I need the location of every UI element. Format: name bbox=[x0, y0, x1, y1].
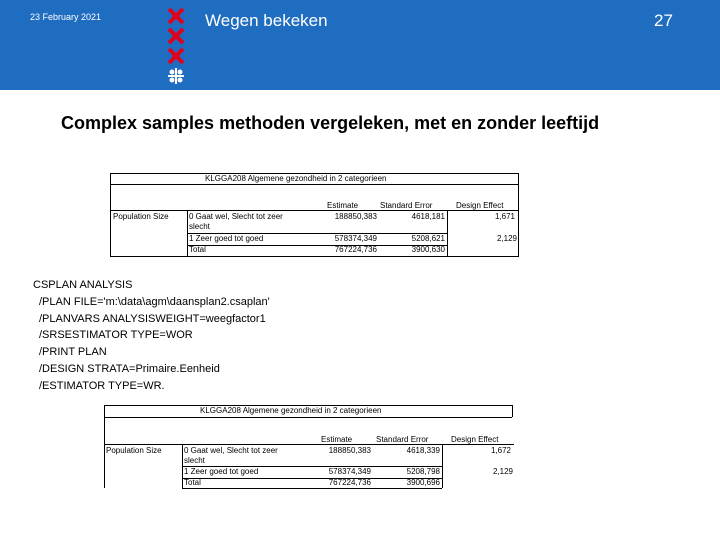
syntax-line: /SRSESTIMATOR TYPE=WOR bbox=[39, 329, 193, 342]
category-label: slecht bbox=[189, 222, 210, 231]
syntax-line: /DESIGN STRATA=Primaire.Eenheid bbox=[39, 362, 220, 375]
flower-icon bbox=[166, 66, 186, 86]
table-rule bbox=[442, 444, 443, 488]
row-label: Population Size bbox=[113, 212, 169, 221]
slide-date: 23 February 2021 bbox=[30, 12, 102, 22]
estimate-cell: 578374,349 bbox=[334, 234, 377, 243]
header-title: Wegen bekeken bbox=[205, 11, 328, 30]
estimate-cell: 767224,736 bbox=[328, 478, 371, 487]
std-error-cell: 4618,339 bbox=[406, 446, 440, 455]
col-header-design-effect: Design Effect bbox=[451, 435, 499, 444]
table-rule bbox=[104, 417, 105, 488]
category-label: 0 Gaat wel, Slecht tot zeer bbox=[189, 212, 283, 221]
table-rule bbox=[512, 405, 513, 417]
row-label: Population Size bbox=[106, 446, 162, 455]
std-error-cell: 4618,181 bbox=[411, 212, 445, 221]
col-header-estimate: Estimate bbox=[327, 201, 359, 210]
design-effect-cell: 1,671 bbox=[494, 212, 515, 221]
estimate-cell: 188850,383 bbox=[328, 446, 371, 455]
col-header-std-error: Standard Error bbox=[380, 201, 433, 210]
table-rule bbox=[110, 184, 518, 185]
estimate-cell: 188850,383 bbox=[334, 212, 377, 221]
std-error-cell: 3900,696 bbox=[406, 478, 440, 487]
syntax-line: CSPLAN ANALYSIS bbox=[33, 279, 133, 291]
table-title: KLGGA208 Algemene gezondheid in 2 categorieen bbox=[205, 174, 387, 183]
std-error-cell: 3900,630 bbox=[411, 245, 445, 254]
design-effect-cell: 2,129 bbox=[492, 467, 513, 476]
syntax-line: /PRINT PLAN bbox=[39, 346, 107, 359]
category-label: 0 Gaat wel, Slecht tot zeer bbox=[184, 446, 278, 455]
std-error-cell: 5208,798 bbox=[406, 467, 440, 476]
table-rule bbox=[182, 488, 442, 489]
design-effect-cell: 1,672 bbox=[490, 446, 511, 455]
std-error-cell: 5208,621 bbox=[411, 234, 445, 243]
col-header-estimate: Estimate bbox=[321, 435, 353, 444]
table-rule bbox=[104, 405, 105, 417]
cross-icon bbox=[166, 46, 186, 66]
spss-syntax bbox=[33, 277, 270, 395]
design-effect-cell: 2,129 bbox=[496, 234, 517, 243]
col-header-design-effect: Design Effect bbox=[456, 201, 504, 210]
header-bar bbox=[0, 0, 720, 90]
syntax-line: /PLANVARS ANALYSISWEIGHT=weegfactor1 bbox=[39, 312, 266, 325]
syntax-line: /ESTIMATOR TYPE=WR. bbox=[39, 379, 165, 392]
page-number: 27 bbox=[654, 11, 673, 30]
estimate-cell: 578374,349 bbox=[328, 467, 371, 476]
table-title: KLGGA208 Algemene gezondheid in 2 categorieen bbox=[200, 406, 382, 415]
amsterdam-xxx-icon bbox=[166, 6, 186, 86]
category-label: 1 Zeer goed tot goed bbox=[189, 234, 264, 243]
syntax-line: /PLAN FILE='m:\data\agm\daansplan2.csaplan' bbox=[39, 295, 270, 308]
estimate-cell: 767224,736 bbox=[334, 245, 377, 254]
cross-icon bbox=[166, 26, 186, 46]
slide-title: Complex samples methoden vergeleken, met en zonder leeftijd bbox=[61, 113, 600, 133]
category-label: 1 Zeer goed tot goed bbox=[184, 467, 259, 476]
table-rule bbox=[104, 417, 512, 418]
category-label: Total bbox=[189, 245, 206, 254]
table-rule bbox=[447, 210, 448, 256]
col-header-std-error: Standard Error bbox=[376, 435, 429, 444]
category-label: slecht bbox=[184, 456, 205, 465]
cross-icon bbox=[166, 6, 186, 26]
category-label: Total bbox=[184, 478, 201, 487]
